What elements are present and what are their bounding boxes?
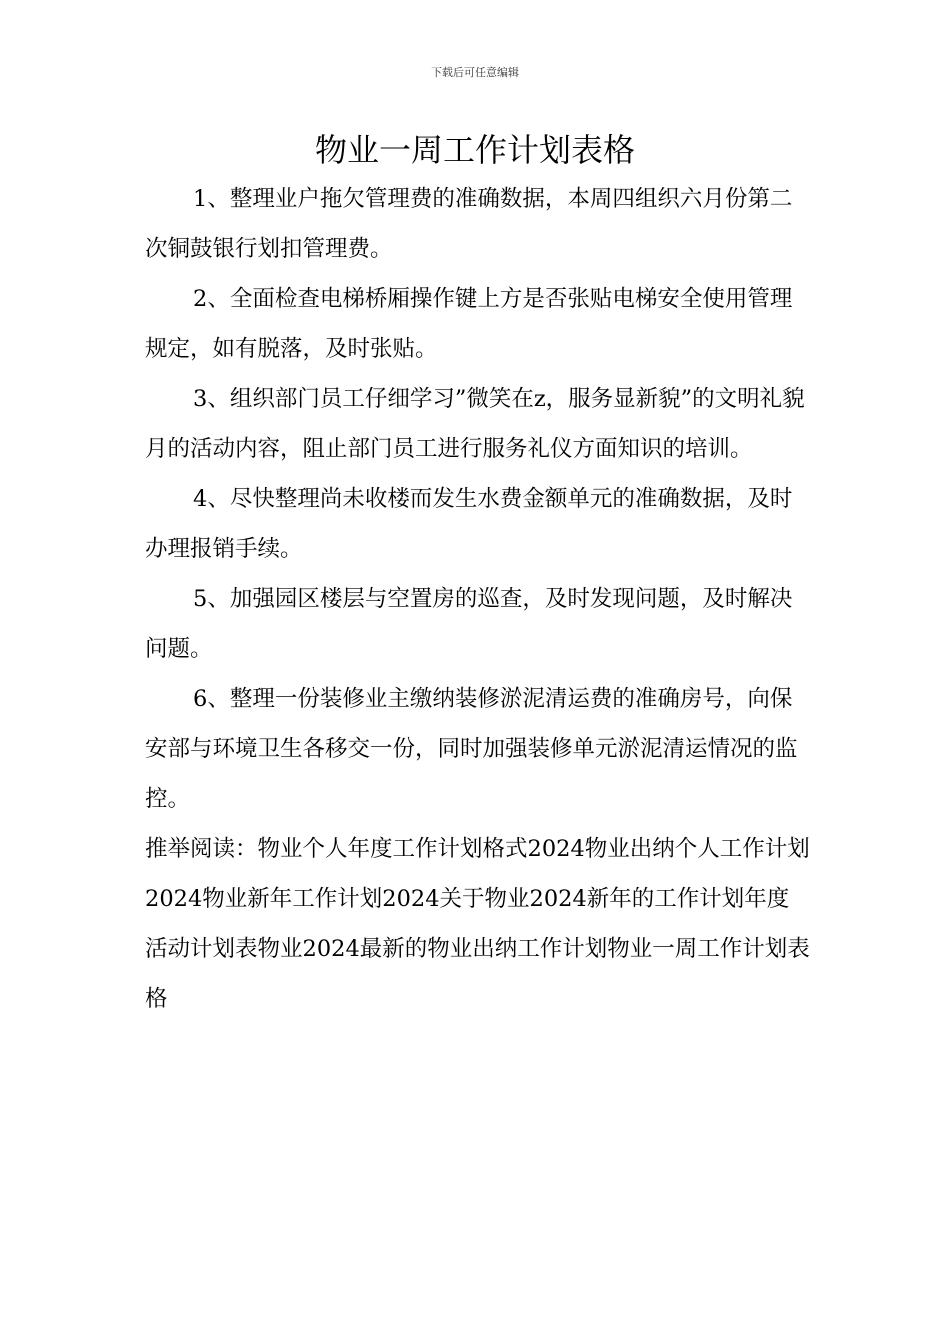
paragraph-item-6: 6、整理一份装修业主缴纳装修淤泥清运费的准确房号，向保安部与环境卫生各移交一份，同时加强装修单元淤泥清运情况的监控。 xyxy=(145,686,798,812)
document-body xyxy=(145,174,810,1024)
document-title: 物业一周工作计划表格 xyxy=(314,131,635,169)
header-note: 下载后可任意编辑 xyxy=(431,66,519,79)
paragraph-item-2: 2、全面检查电梯桥厢操作键上方是否张贴电梯安全使用管理规定，如有脱落，及时张贴。 xyxy=(145,286,793,362)
paragraph-item-1: 1、整理业户拖欠管理费的准确数据，本周四组织六月份第二次铜鼓银行划扣管理费。 xyxy=(145,186,793,262)
paragraph-item-5: 5、加强园区楼层与空置房的巡查，及时发现问题，及时解决问题。 xyxy=(145,586,793,662)
recommended-reading: 推举阅读：物业个人年度工作计划格式2024物业出纳个人工作计划2024物业新年工作计划2024关于物业2024新年的工作计划年度活动计划表物业2024最新的物业出纳工作计划物业一周工作计划表格 xyxy=(145,836,810,1012)
paragraph-item-4: 4、尽快整理尚未收楼而发生水费金额单元的准确数据，及时办理报销手续。 xyxy=(145,486,793,562)
paragraph-item-3: 3、组织部门员工仔细学习”微笑在z，服务显新貌”的文明礼貌月的活动内容，阻止部门员工进行服务礼仪方面知识的培训。 xyxy=(145,386,805,462)
